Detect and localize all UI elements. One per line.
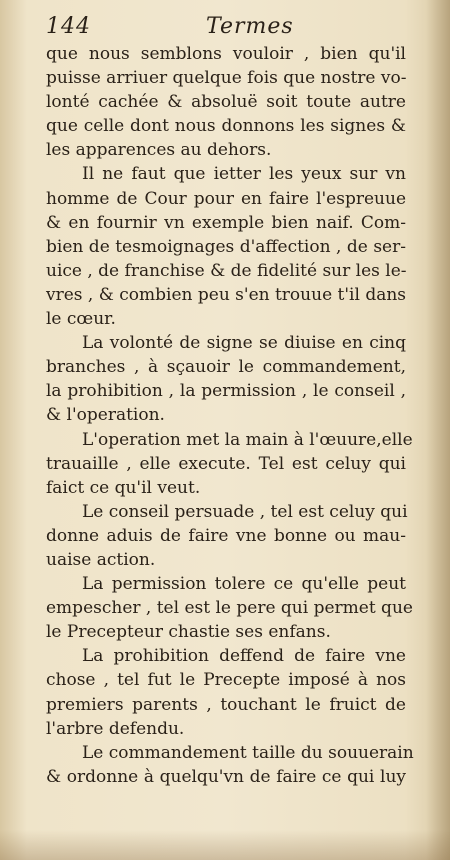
text-line: La prohibition deffend de faire vne: [82, 646, 406, 667]
page-edge-shadow: [426, 0, 450, 860]
text-line: que nous semblons vouloir , bien qu'il: [46, 44, 406, 64]
text-line: trauaille , elle execute. Tel est celuy qui: [46, 453, 406, 474]
text-line: lonté cachée & absoluë soit toute autre: [46, 92, 406, 113]
text-line: & en fournir vn exemple bien naif. Com-: [46, 212, 406, 233]
page-bottom-shadow: [0, 830, 450, 860]
page-number: 144: [46, 14, 91, 39]
text-line: puisse arriuer quelque fois que nostre vo-: [46, 68, 407, 89]
text-line: que celle dont nous donnons les signes &: [46, 116, 406, 137]
text-line: empescher , tel est le pere qui permet que: [46, 598, 413, 619]
running-head: Termes: [206, 14, 294, 39]
text-line: bien de tesmoignages d'affection , de ser-: [46, 236, 406, 257]
text-line: La volonté de signe se diuise en cinq: [82, 333, 406, 354]
text-line: la prohibition , la permission , le conseil ,: [46, 381, 406, 402]
text-line: Le conseil persuade , tel est celuy qui: [82, 501, 408, 522]
text-line: les apparences au dehors.: [46, 140, 272, 161]
text-line: & ordonne à quelqu'vn de faire ce qui luy: [46, 766, 406, 787]
text-line: Il ne faut que ietter les yeux sur vn: [82, 164, 406, 185]
text-line: uaise action.: [46, 549, 156, 570]
text-line: le Precepteur chastie ses enfans.: [46, 622, 331, 643]
text-line: branches , à sçauoir le commandement,: [46, 357, 406, 378]
text-line: vres , & combien peu s'en trouue t'il dans: [46, 284, 407, 305]
page-header: [46, 14, 410, 44]
text-line: l'arbre defendu.: [46, 718, 185, 739]
text-line: premiers parents , touchant le fruict de: [46, 694, 406, 715]
body-text: [46, 42, 414, 789]
text-line: le cœur.: [46, 309, 116, 330]
text-line: donne aduis de faire vne bonne ou mau-: [46, 525, 406, 546]
text-line: chose , tel fut le Precepte imposé à nos: [46, 670, 406, 691]
text-line: uice , de franchise & de fidelité sur les le-: [46, 260, 407, 281]
text-line: L'operation met la main à l'œuure,elle: [82, 429, 413, 450]
text-line: homme de Cour pour en faire l'espreuue: [46, 188, 406, 209]
text-line: faict ce qu'il veut.: [46, 477, 201, 498]
text-line: Le commandement taille du souuerain: [82, 742, 414, 763]
text-line: & l'operation.: [46, 405, 165, 426]
text-line: La permission tolere ce qu'elle peut: [82, 574, 406, 595]
